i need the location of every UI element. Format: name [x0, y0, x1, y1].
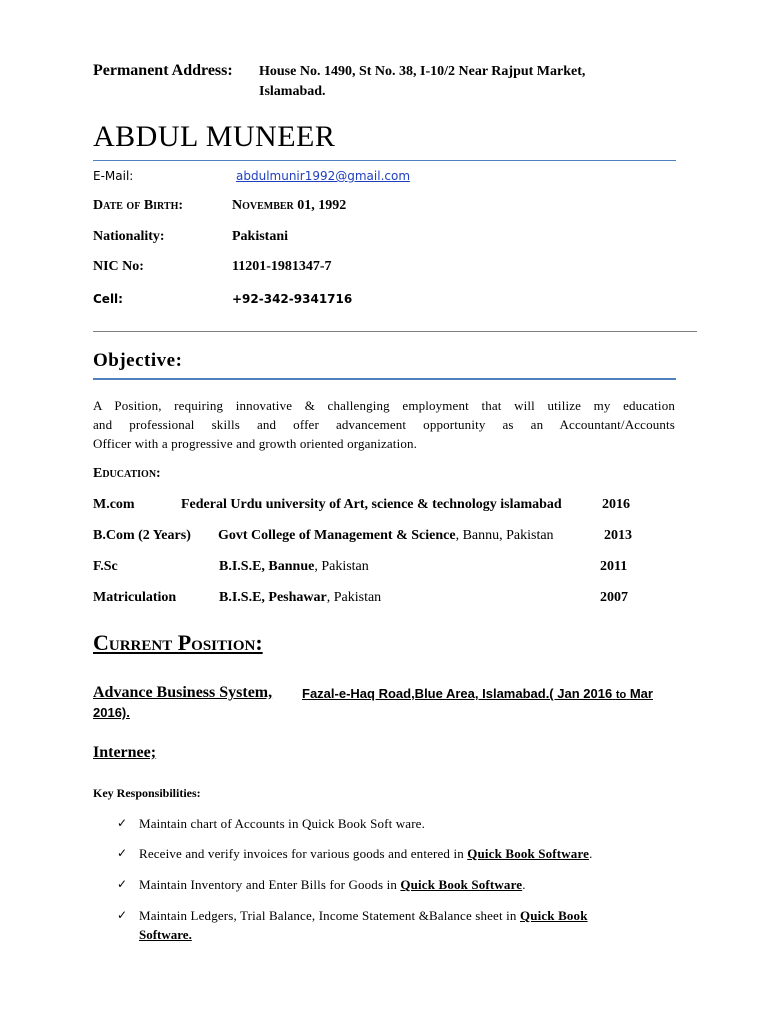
edu-year: 2013 [604, 528, 632, 543]
dob-value: November 01, 1992 [232, 198, 347, 213]
responsibility-item: Receive and verify invoices for various goods and entered in Quick Book Software. [139, 846, 593, 861]
company-address: Fazal-e-Haq Road,Blue Area, Islamabad.( Jan 2016 to Mar [302, 686, 653, 701]
responsibility-item-continuation: Software. [139, 927, 192, 942]
address-line-1: House No. 1490, St No. 38, I-10/2 Near Rajput Market, [259, 64, 586, 79]
address-line-2: Islamabad. [259, 84, 326, 99]
edu-institution: B.I.S.E, Bannue, Pakistan [219, 559, 369, 574]
edu-institution: B.I.S.E, Peshawar, Pakistan [219, 590, 382, 605]
internee-heading: Internee; [93, 744, 157, 761]
dob-label: Date of Birth: [93, 198, 184, 213]
email-link[interactable]: abdulmunir1992@gmail.com [236, 169, 411, 183]
nationality-label: Nationality: [93, 229, 165, 244]
check-icon: ✓ [117, 877, 128, 891]
contact-divider [93, 331, 697, 332]
objective-heading: Objective: [93, 350, 183, 371]
current-position-heading: Current Position: [93, 630, 263, 655]
nic-value: 11201-1981347-7 [232, 259, 332, 274]
cell-label: Cell: [93, 292, 123, 306]
edu-degree: B.Com (2 Years) [93, 528, 191, 543]
edu-degree: Matriculation [93, 590, 177, 605]
check-icon: ✓ [117, 846, 128, 860]
edu-institution: Govt College of Management & Science, Bannu, Pakistan [218, 528, 554, 543]
name-divider [93, 160, 676, 161]
candidate-name: ABDUL MUNEER [93, 120, 336, 153]
cell-value: +92-342-9341716 [232, 292, 353, 306]
check-icon: ✓ [117, 908, 128, 922]
company-dates-end: 2016). [93, 705, 130, 720]
address-label: Permanent Address: [93, 62, 233, 79]
responsibility-item: Maintain Inventory and Enter Bills for Goods in Quick Book Software. [139, 877, 526, 892]
key-responsibilities-heading: Key Responsibilities: [93, 786, 201, 800]
responsibility-item: Maintain chart of Accounts in Quick Book Soft ware. [139, 816, 426, 831]
edu-degree: F.Sc [93, 559, 118, 574]
email-label: E-Mail: [93, 169, 134, 183]
responsibility-item: Maintain Ledgers, Trial Balance, Income Statement &Balance sheet in Quick Book [139, 908, 588, 923]
objective-line-2: and professional skills and offer advancement opportunity as an Accountant/Accounts [93, 417, 675, 432]
objective-line-1: A Position, requiring innovative & challenging employment that will utilize my education [93, 398, 675, 413]
nic-label: NIC No: [93, 259, 144, 274]
edu-degree: M.com [93, 497, 135, 512]
edu-year: 2007 [600, 590, 628, 605]
edu-institution: Federal Urdu university of Art, science & technology islamabad [181, 497, 562, 512]
edu-year: 2011 [600, 559, 628, 574]
education-heading: Education: [93, 466, 161, 481]
edu-year: 2016 [602, 497, 630, 512]
nationality-value: Pakistani [232, 229, 289, 244]
company-name: Advance Business System, [93, 684, 273, 701]
objective-divider [93, 378, 676, 380]
objective-line-3: Officer with a progressive and growth oriented organization. [93, 436, 418, 451]
check-icon: ✓ [117, 816, 128, 830]
